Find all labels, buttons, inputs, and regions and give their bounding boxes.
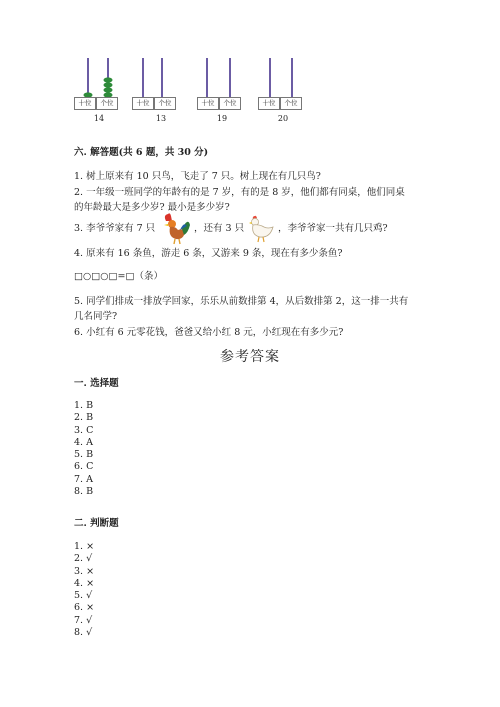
- abacus-14: [74, 58, 124, 123]
- abacus-value: 14: [93, 114, 105, 123]
- answers-title: 参考答案: [220, 349, 280, 365]
- list-item: 6. C: [74, 461, 94, 473]
- list-item: 4. ×: [74, 577, 95, 589]
- ones-label: 个位: [154, 97, 176, 110]
- abacus-value: 13: [155, 114, 167, 123]
- question-5-line2: 几名同学?: [74, 311, 118, 322]
- ones-label: 个位: [280, 97, 302, 110]
- question-2-line1: 2. 一年级一班同学的年龄有的是 7 岁，有的是 8 岁，他们都有同桌，他们同桌: [74, 187, 405, 198]
- abacus-20: [258, 58, 308, 123]
- list-item: 4. A: [74, 436, 93, 448]
- question-3-part1: 3. 李爷爷家有 7 只: [74, 223, 156, 234]
- list-item: 5. B: [74, 449, 94, 461]
- list-item: 2. √: [74, 553, 93, 565]
- question-2-line2: 的年龄最大是多少岁? 最小是多少岁?: [74, 202, 230, 213]
- tens-label: 十位: [132, 97, 154, 110]
- answers-section2-list: [74, 541, 94, 639]
- answers-section1-list: [74, 400, 93, 498]
- list-item: 8. B: [74, 486, 94, 498]
- list-item: 2. B: [74, 412, 94, 424]
- list-item: 8. √: [74, 627, 93, 639]
- question-3-part3: ，李爷爷家一共有几只鸡?: [278, 223, 388, 234]
- question-4-answer-blank: □○□○□=□（条）: [74, 271, 163, 282]
- answers-section2-title: 二. 判断题: [74, 518, 119, 529]
- section6-title: 六. 解答题(共 6 题，共 30 分): [74, 147, 209, 158]
- question-4: 4. 原来有 16 条鱼，游走 6 条，又游来 9 条，现在有多少条鱼?: [74, 248, 343, 259]
- tens-label: 十位: [74, 97, 96, 110]
- question-6: 6. 小红有 6 元零花钱，爸爸又给小红 8 元，小红现在有多少元?: [74, 327, 344, 338]
- question-1: 1. 树上原来有 10 只鸟，飞走了 7 只。树上现在有几只鸟?: [74, 171, 321, 182]
- rooster-icon: [158, 211, 192, 245]
- tens-label: 十位: [258, 97, 280, 110]
- abacus-19: [197, 58, 247, 123]
- list-item: 1. B: [74, 400, 94, 411]
- hen-icon: [244, 212, 276, 244]
- tens-label: 十位: [197, 97, 219, 110]
- ones-label: 个位: [96, 97, 118, 110]
- answers-section1-title: 一. 选择题: [74, 378, 119, 389]
- abacus-value: 20: [277, 114, 289, 123]
- bead: [104, 77, 113, 82]
- bead: [104, 87, 113, 92]
- question-3-part2: ，还有 3 只: [194, 223, 245, 234]
- list-item: 6. ×: [74, 602, 95, 614]
- abacus-value: 19: [216, 114, 228, 123]
- list-item: 3. C: [74, 424, 94, 436]
- bead: [104, 82, 113, 87]
- list-item: 7. A: [74, 473, 93, 485]
- list-item: 5. √: [74, 590, 93, 602]
- list-item: 7. √: [74, 614, 93, 626]
- list-item: 3. ×: [74, 565, 95, 577]
- question-5-line1: 5. 同学们排成一排放学回家，乐乐从前数排第 4，从后数排第 2，这一排一共有: [74, 296, 409, 307]
- list-item: 1. ×: [74, 541, 95, 552]
- ones-label: 个位: [219, 97, 241, 110]
- abacus-13: [136, 58, 186, 123]
